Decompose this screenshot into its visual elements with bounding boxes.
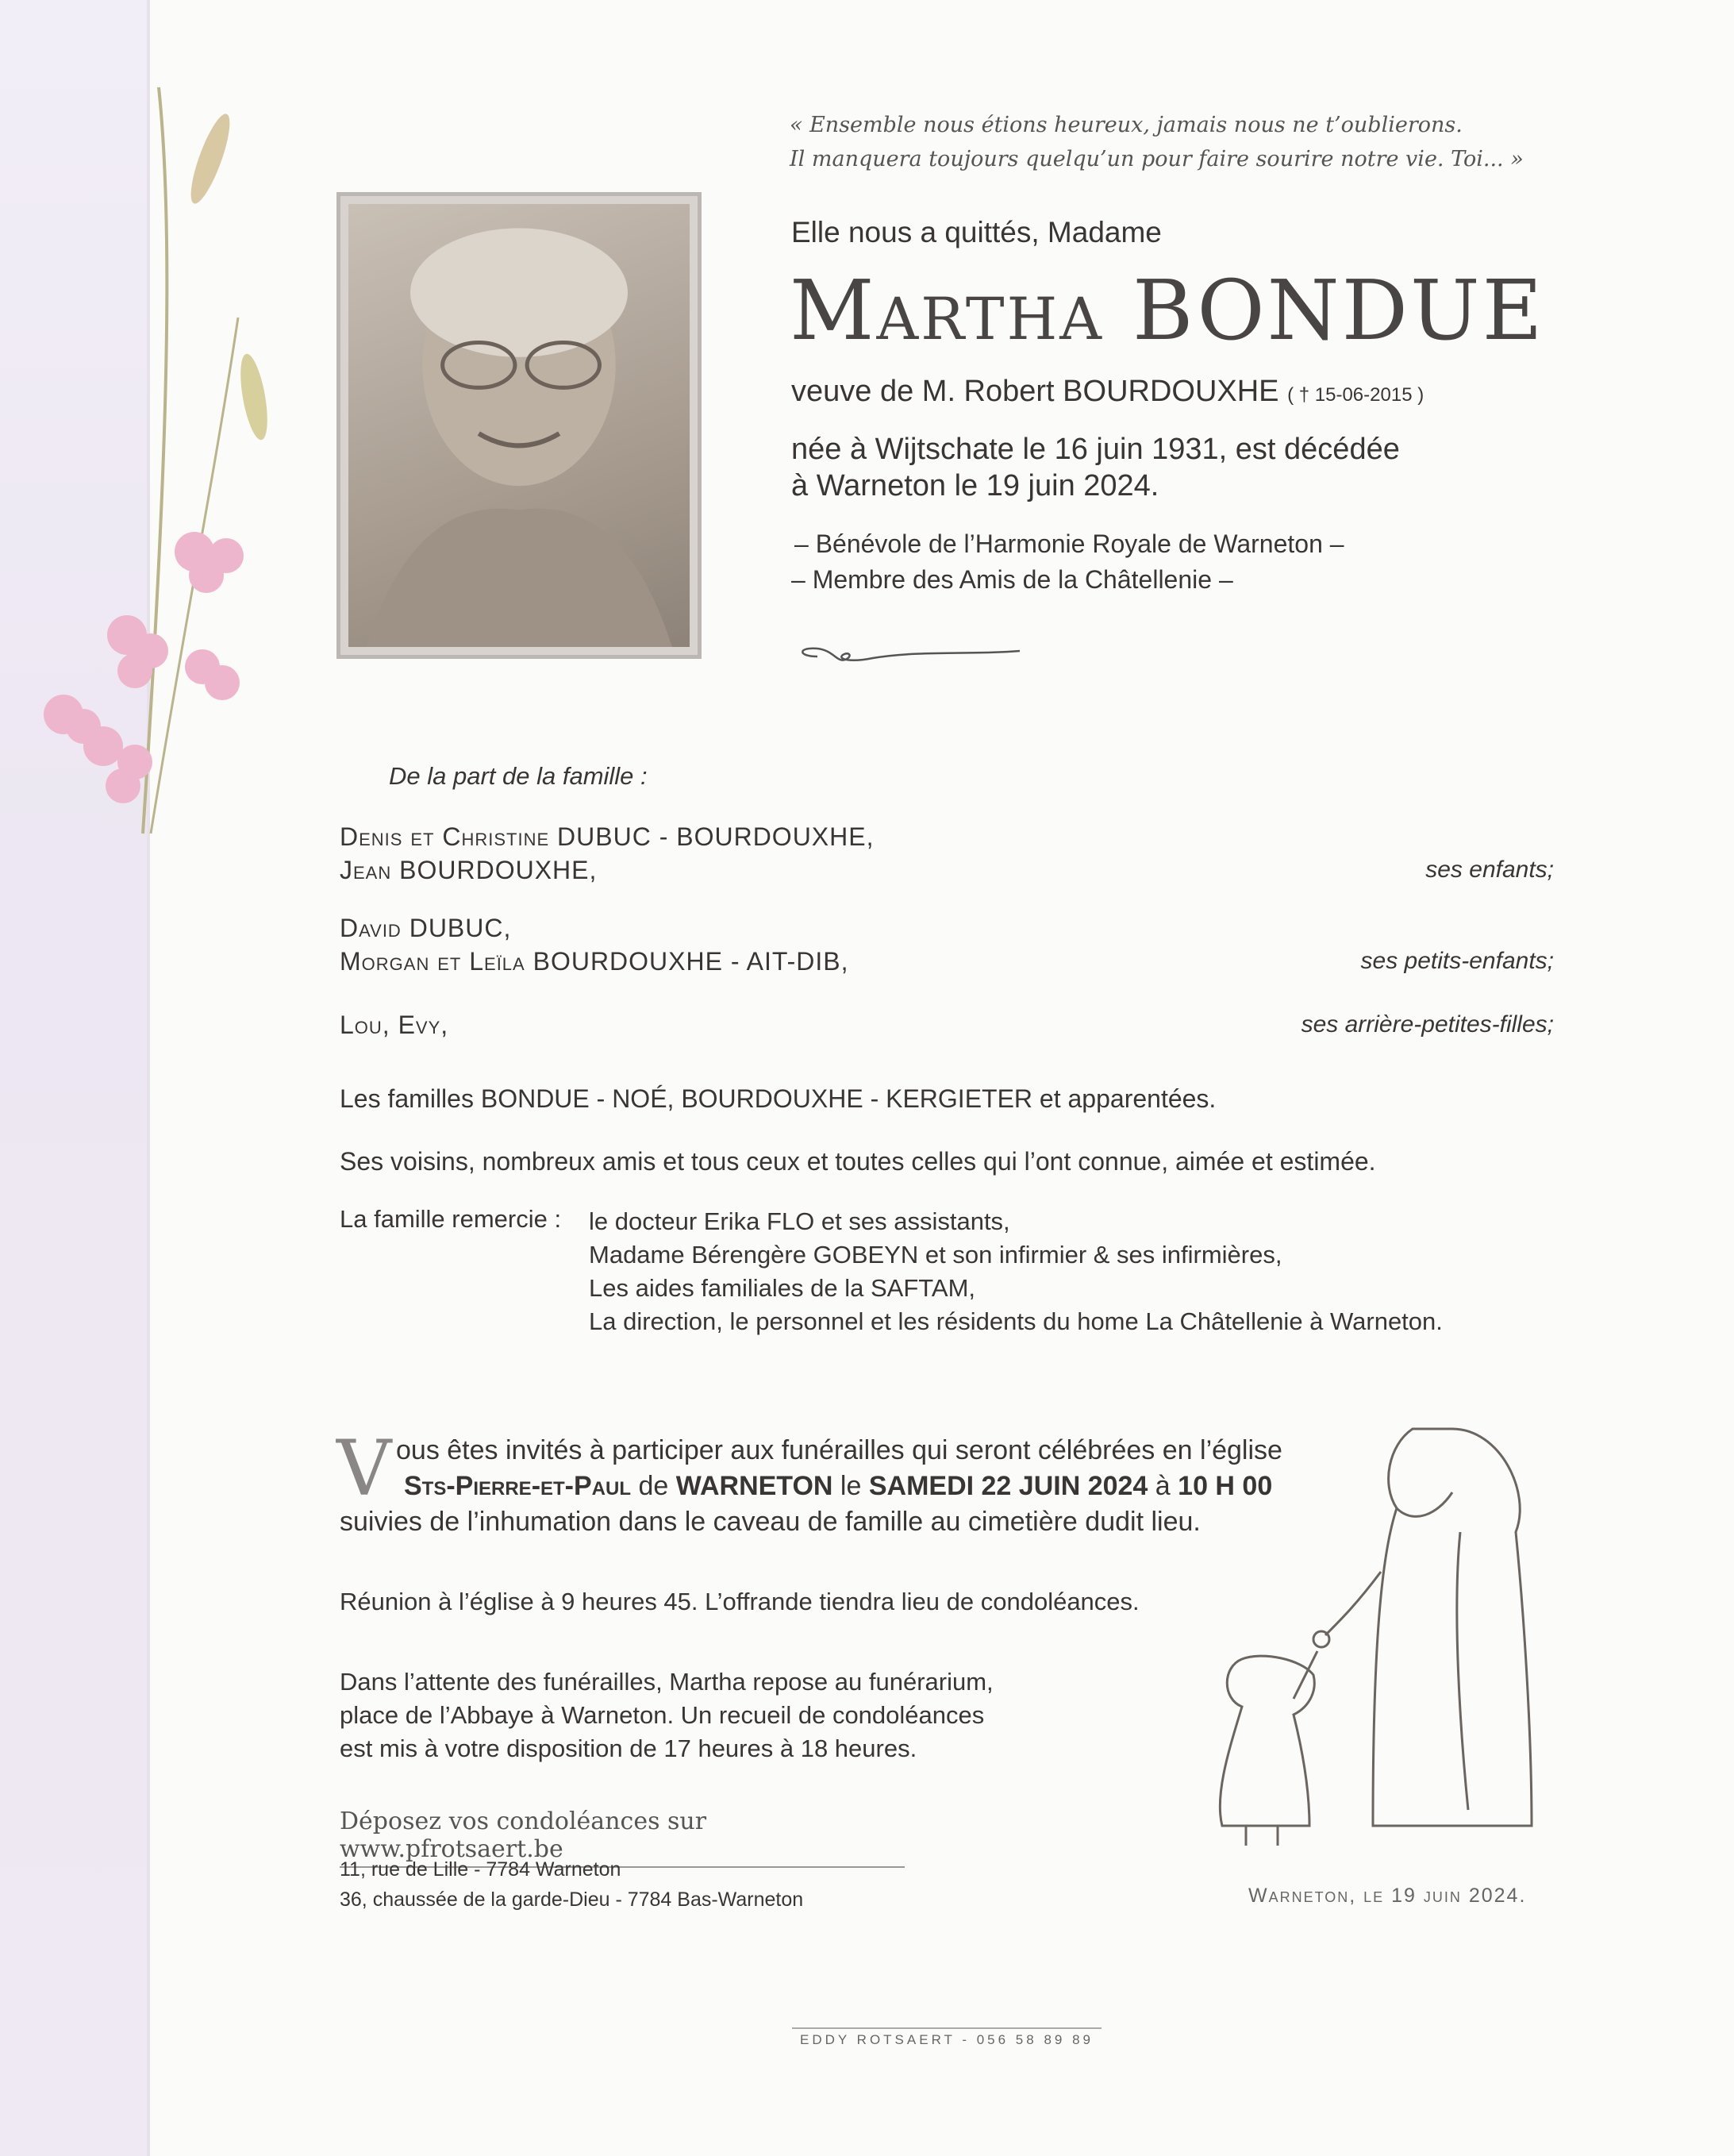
thanks-item: Les aides familiales de la SAFTAM, [589, 1274, 976, 1302]
quote-line-1: « Ensemble nous étions heureux, jamais nous ne t’oublierons. [790, 113, 1463, 137]
thanks-list [589, 1205, 1443, 1338]
widow-line [791, 375, 1424, 409]
family-group-children [340, 820, 1554, 887]
church-name: Sts-Pierre-et-Paul [404, 1471, 632, 1501]
condolences-link[interactable]: Déposez vos condoléances sur www.pfrotsaert.be [340, 1808, 905, 1868]
family-line: Denis et Christine DUBUC - BOURDOUXHE, [340, 822, 875, 851]
portrait-icon [348, 204, 690, 647]
address-line: 36, chaussée de la garde-Dieu - 7784 Bas-Warneton [340, 1888, 804, 1911]
funeral-time: 10 H 00 [1178, 1471, 1273, 1501]
address-line: 11, rue de Lille - 7784 Warneton [340, 1858, 621, 1881]
relation-label: ses petits-enfants; [1360, 948, 1554, 974]
place-and-date: Warneton, le 19 juin 2024. [1248, 1885, 1527, 1907]
funeral-a: à [1155, 1471, 1171, 1501]
roles [791, 526, 1344, 598]
flower-illustration-icon [16, 79, 270, 873]
relation-label: ses enfants; [1425, 857, 1554, 883]
spouse-death-date: ( † 15-06-2015 ) [1287, 384, 1424, 406]
family-line: Morgan et Leïla BOURDOUXHE - AIT-DIB, [340, 947, 849, 976]
funeral-date: SAMEDI 22 JUIN 2024 [868, 1471, 1148, 1501]
printer-footer: EDDY ROTSAERT - 056 58 89 89 [792, 2027, 1102, 2048]
family-line: Jean BOURDOUXHE, [340, 856, 598, 884]
wake-line: Dans l’attente des funérailles, Martha repose au funérarium, [340, 1668, 994, 1696]
intro-line: Elle nous a quittés, Madame [791, 216, 1162, 248]
birth-line-2: à Warneton le 19 juin 2024. [791, 469, 1159, 502]
funeral-line-2 [404, 1469, 1272, 1504]
thanks-item: La direction, le personnel et les résidents du home La Châtellenie à Warneton. [589, 1307, 1443, 1335]
families-line: Les familles BONDUE - NOÉ, BOURDOUXHE - KERGIETER et apparentées. [340, 1084, 1217, 1113]
funeral-le: le [840, 1471, 862, 1501]
wake-line: est mis à votre disposition de 17 heures à 18 heures. [340, 1734, 917, 1762]
family-intro: De la part de la famille : [389, 762, 648, 790]
widow-text: veuve de M. Robert BOURDOUXHE [791, 375, 1279, 408]
family-line: David DUBUC, [340, 914, 512, 942]
epigraph-quote [790, 108, 1583, 176]
funeral-dropcap: V [336, 1424, 392, 1513]
funeral-town: WARNETON [675, 1471, 833, 1501]
flourish-divider-icon [794, 639, 1024, 671]
portrait-image [348, 204, 690, 647]
deceased-name: Martha BONDUE [790, 262, 1545, 359]
portrait-photo [336, 192, 702, 659]
funeral-line-1: ous êtes invités à participer aux funérailles qui seront célébrées en l’église [396, 1435, 1282, 1465]
thanks-item: Madame Bérengère GOBEYN et son infirmier & ses infirmières, [589, 1241, 1282, 1269]
meeting-line: Réunion à l’église à 9 heures 45. L’offrande tiendra lieu de condoléances. [340, 1588, 1140, 1615]
thanks-item: le docteur Erika FLO et ses assistants, [589, 1207, 1010, 1235]
family-line: Lou, Evy, [340, 1011, 449, 1039]
thanks-label: La famille remercie : [340, 1205, 562, 1233]
family-group-grandchildren [340, 911, 1554, 978]
monk-and-child-drawing-icon [1198, 1413, 1579, 1858]
family-group-great-grandchildren [340, 1008, 1554, 1041]
role-2: – Membre des Amis de la Châtellenie – [791, 565, 1233, 594]
relation-label: ses arrière-petites-filles; [1301, 1011, 1554, 1038]
addresses [340, 1854, 803, 1915]
birth-line-1: née à Wijtschate le 16 juin 1931, est décédée [791, 433, 1400, 466]
role-1: – Bénévole de l’Harmonie Royale de Warneton – [794, 529, 1344, 558]
neighbors-line: Ses voisins, nombreux amis et tous ceux et toutes celles qui l’ont connue, aimée et estimée. [340, 1147, 1376, 1176]
wake-info [340, 1665, 994, 1765]
funeral-de: de [638, 1471, 669, 1501]
birth-death-lines [791, 431, 1400, 504]
funeral-line-3: suivies de l’inhumation dans le caveau de famille au cimetière dudit lieu. [340, 1507, 1201, 1537]
quote-line-2: Il manquera toujours quelqu’un pour faire sourire notre vie. Toi... » [790, 147, 1524, 171]
wake-line: place de l’Abbaye à Warneton. Un recueil de condoléances [340, 1701, 985, 1729]
